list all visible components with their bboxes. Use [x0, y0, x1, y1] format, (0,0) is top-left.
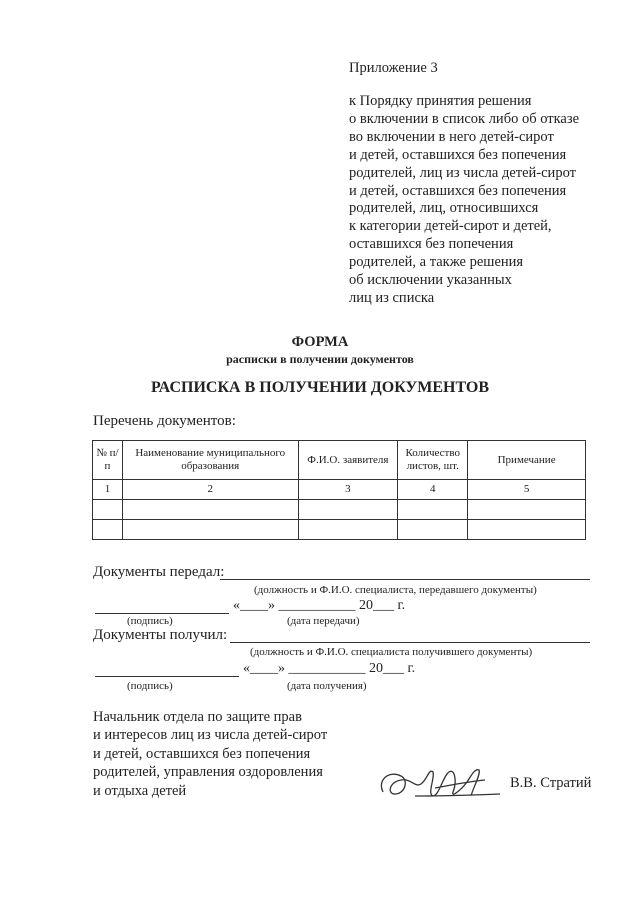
table-cell: 5 — [468, 480, 586, 500]
annex-line: лиц из списка — [349, 289, 435, 306]
signer-position — [93, 708, 327, 800]
handed-date-caption: (дата передачи) — [287, 615, 360, 627]
header-applicant-name: Ф.И.О. заявителя — [298, 441, 398, 480]
handed-signature-line — [95, 613, 229, 614]
table-cell — [398, 500, 468, 520]
header-number: № п/п — [93, 441, 123, 480]
table-cell — [298, 520, 398, 540]
annex-line: о включении в список либо об отказе — [349, 110, 580, 127]
table-row — [93, 520, 586, 540]
table-cell — [468, 500, 586, 520]
annex-line: об исключении указанных — [349, 272, 512, 289]
table-cell — [398, 520, 468, 540]
annex-line: к Порядку принятия решения — [349, 93, 532, 109]
form-subtitle: расписки в получении документов — [226, 352, 414, 366]
annex-line: и детей, оставшихся без попечения — [349, 146, 567, 163]
table-row — [93, 500, 586, 520]
annex-line: родителей, лиц, относившихся — [349, 200, 539, 217]
annex-line: оставшихся без попечения — [349, 236, 514, 253]
received-label: Документы получил: — [93, 627, 228, 643]
table-cell — [93, 500, 123, 520]
table-cell — [122, 500, 298, 520]
signer-position-line: Начальник отдела по защите прав — [93, 709, 302, 725]
signer-position-line: и интересов лиц из числа детей-сирот — [93, 727, 328, 744]
table-cell — [298, 500, 398, 520]
signer-position-line: и детей, оставшихся без попечения — [93, 745, 311, 762]
table-cell: 2 — [122, 480, 298, 500]
handed-name-line — [220, 579, 590, 580]
handed-sign-caption: (подпись) — [127, 615, 173, 627]
annex-line: во включении в него детей-сирот — [349, 128, 554, 145]
received-date-caption: (дата получения) — [287, 680, 367, 692]
header-note: Примечание — [468, 441, 586, 480]
annex-line: к категории детей-сирот и детей, — [349, 218, 552, 235]
table-cell: 1 — [93, 480, 123, 500]
documents-list-label: Перечень документов: — [93, 413, 236, 429]
table-cell — [468, 520, 586, 540]
table-header-row — [93, 441, 586, 480]
received-caption: (должность и Ф.И.О. специалиста получившего документы) — [250, 646, 533, 658]
handed-date-line: «____» ___________ 20___ г. — [233, 598, 406, 613]
annex-line: и детей, оставшихся без попечения — [349, 182, 567, 199]
header-sheet-count: Количество листов, шт. — [398, 441, 468, 480]
signer-name: В.В. Стратий — [510, 775, 592, 791]
annex-line: родителей, а также решения — [349, 254, 524, 271]
receipt-title: РАСПИСКА В ПОЛУЧЕНИИ ДОКУМЕНТОВ — [150, 379, 490, 396]
received-sign-caption: (подпись) — [127, 680, 173, 692]
handed-caption: (должность и Ф.И.О. специалиста, передавшего документы) — [254, 584, 537, 596]
received-name-line — [230, 642, 590, 643]
table-cell: 3 — [298, 480, 398, 500]
table-numbering-row — [93, 480, 586, 500]
documents-table — [92, 440, 586, 540]
annex-line: родителей, лиц из числа детей-сирот — [349, 164, 576, 181]
table-cell — [122, 520, 298, 540]
table-cell: 4 — [398, 480, 468, 500]
signer-position-line: родителей, управления оздоровления — [93, 764, 323, 781]
handed-label: Документы передал: — [93, 564, 225, 580]
signer-position-line: и отдыха детей — [93, 782, 187, 799]
table-cell — [93, 520, 123, 540]
header-municipality: Наименование муниципального образования — [122, 441, 298, 480]
received-signature-line — [95, 676, 239, 677]
handwritten-signature — [375, 758, 505, 808]
annex-title: Приложение 3 — [349, 60, 438, 76]
received-date-line: «____» ___________ 20___ г. — [243, 661, 416, 676]
annex-reference — [349, 93, 579, 308]
form-title: ФОРМА — [291, 334, 349, 350]
